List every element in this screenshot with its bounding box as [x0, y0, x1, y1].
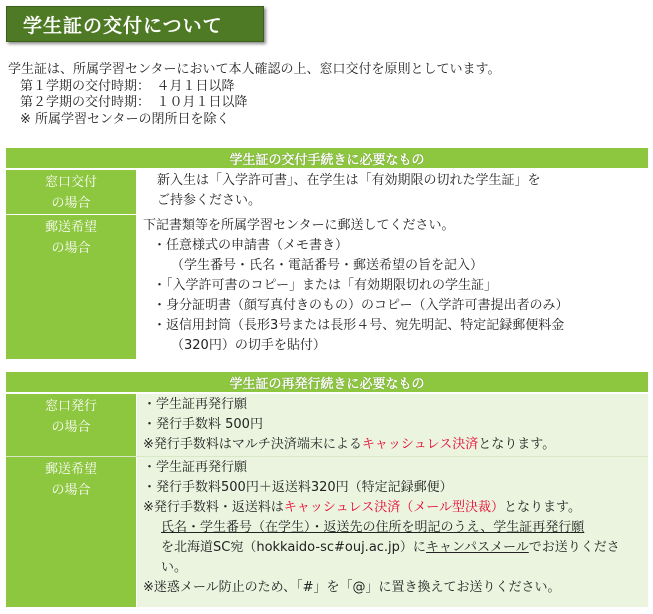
content-line	[143, 435, 642, 455]
text-run: となります。	[504, 500, 581, 515]
issue-window-row	[6, 170, 648, 214]
content-line: （320円）の切手を貼付）	[171, 338, 326, 353]
intro-line: ※ 所属学習センターの閉所日を除く	[20, 111, 230, 127]
content-line	[143, 538, 642, 558]
cashless-highlight: キャッシュレス決済	[361, 437, 479, 452]
content-line: ・「入学許可書のコピー」または「有効期限切れの学生証」	[153, 278, 497, 293]
campus-mail-link[interactable]: キャンパスメール	[425, 540, 529, 555]
row-label	[6, 215, 136, 359]
content-line: ご持参ください。	[157, 193, 262, 208]
row-label-line: の場合	[51, 196, 91, 211]
intro-line: 第２学期の交付時期： １０月１日以降	[20, 95, 248, 110]
text-run: でお送りくださ	[528, 540, 620, 555]
cashless-highlight: キャッシュレス決済（メール型決裁）	[283, 500, 504, 515]
content-line: ※迷惑メール防止のため、「#」を「@」に置き換えてお送りください。	[143, 580, 561, 595]
section-header-issue	[6, 148, 648, 168]
reissue-window-row	[6, 394, 648, 456]
section-header-text: 学生証の交付手続きに必要なもの	[229, 152, 425, 168]
reissue-mail-row	[6, 457, 648, 607]
row-content	[137, 394, 648, 456]
content-line: ・発行手数料 500円	[143, 417, 263, 432]
text-run: ※発行手数料はマルチ決済端末による	[143, 437, 362, 452]
content-line: ・身分証明書（顔写真付きのもの）のコピー（入学許可書提出者のみ）	[153, 298, 569, 313]
row-label-line: 窓口発行	[44, 399, 97, 414]
content-line: ・学生証再発行願	[143, 397, 248, 412]
content-line: 新入生は「入学許可書」、在学生は「有効期限の切れた学生証」を	[157, 173, 541, 188]
content-line: ・返信用封筒（長形3号または長形４号、宛先明記、特定記録郵便料金	[153, 318, 565, 333]
row-label-line: 郵送希望	[44, 220, 97, 235]
row-label-line: の場合	[51, 420, 91, 435]
section-header-text: 学生証の再発行続きに必要なもの	[229, 376, 425, 392]
page-title-text: 学生証の交付について	[23, 14, 223, 37]
content-line: ・学生証再発行願	[143, 460, 248, 475]
content-line: ・任意様式の申請書（メモ書き）	[153, 238, 349, 253]
text-run: となります。	[478, 437, 556, 452]
row-content	[137, 457, 648, 607]
intro-line: 第１学期の交付時期： ４月１日以降	[20, 78, 235, 94]
row-label-line: の場合	[51, 483, 91, 498]
content-line: い。	[161, 560, 188, 575]
row-label	[6, 394, 136, 456]
page-title	[6, 6, 264, 42]
content-line	[143, 498, 642, 518]
row-content	[137, 215, 648, 359]
issue-mail-row	[6, 215, 648, 359]
row-label	[6, 170, 136, 214]
section-header-reissue	[6, 372, 648, 392]
row-content	[137, 170, 648, 214]
content-line: ・発行手数料500円＋返送料320円（特定記録郵便）	[143, 480, 453, 495]
row-label	[6, 457, 136, 607]
content-line: （学生番号・氏名・電話番号・郵送希望の旨を記入）	[171, 258, 484, 273]
text-run: を北海道SC宛（hokkaido-sc#ouj.ac.jp）に	[161, 540, 426, 555]
row-label-line: 窓口交付	[44, 175, 97, 190]
content-line: 氏名・学生番号（在学生）・返送先の住所を明記のうえ、学生証再発行願	[161, 520, 585, 535]
row-label-line: の場合	[51, 241, 91, 256]
row-label-line: 郵送希望	[44, 462, 97, 477]
text-run: ※発行手数料・返送料は	[143, 500, 284, 515]
intro-line: 学生証は、所属学習センターにおいて本人確認の上、窓口交付を原則としています。	[8, 62, 501, 77]
content-line: 下記書類等を所属学習センターに郵送してください。	[143, 218, 455, 233]
intro-text	[8, 62, 648, 128]
